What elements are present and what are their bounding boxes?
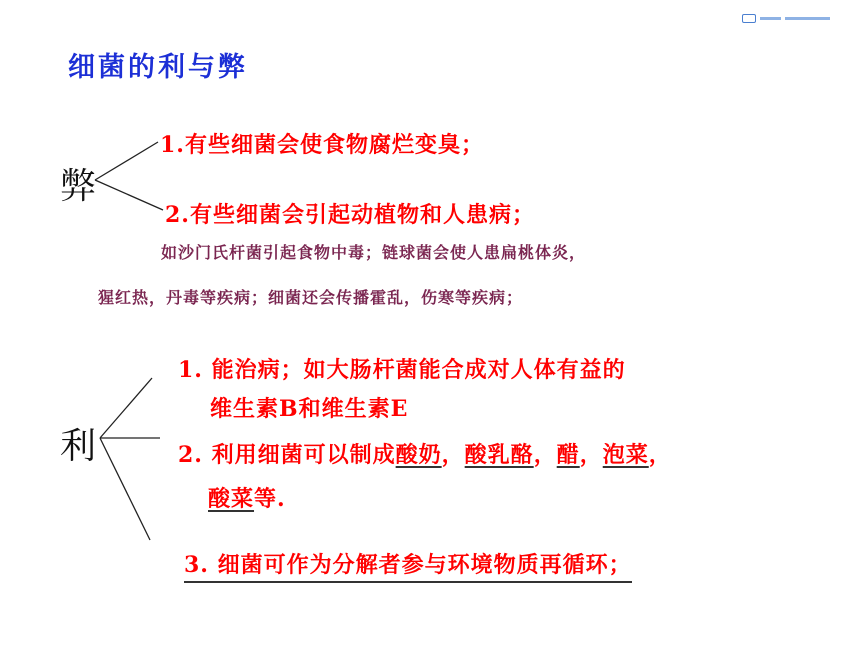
- benefit-label: 利: [60, 426, 97, 467]
- benefit-item-2-line-1: [178, 438, 672, 469]
- separator: ，: [648, 442, 672, 468]
- benefit-term-yogurt: 酸奶: [395, 442, 442, 468]
- separator: ，: [441, 442, 465, 468]
- harm-item-2-example-line-2: 猩红热，丹毒等疾病；细菌还会传播霍乱，伤寒等疾病；: [98, 288, 524, 307]
- benefit-term-sauerkraut: 酸菜: [208, 486, 255, 512]
- benefit-item-2-prefix: 2. 利用细菌可以制成: [178, 442, 396, 468]
- harm-item-2-example-line-1: 如沙门氏杆菌引起食物中毒；链球菌会使人患扁桃体炎，: [161, 243, 587, 262]
- benefit-branch-line-upper: [100, 378, 152, 438]
- benefit-term-vinegar: 醋: [556, 442, 580, 468]
- benefit-item-1-line-1: 1. 能治病；如大肠杆菌能合成对人体有益的: [178, 357, 626, 383]
- benefit-term-pickles: 泡菜: [602, 442, 649, 468]
- harm-branch-line-upper: [95, 142, 158, 180]
- harm-label: 弊: [60, 166, 97, 207]
- harm-item-1: 1.有些细菌会使食物腐烂变臭；: [160, 132, 484, 158]
- benefit-item-2-line-2: [208, 482, 286, 513]
- harm-branch-line-lower: [95, 180, 163, 210]
- benefit-item-1-line-2: 维生素B和维生素E: [210, 396, 409, 422]
- benefit-term-sour-cheese: 酸乳酪: [464, 442, 534, 468]
- benefit-branch-line-lower: [100, 438, 150, 540]
- benefit-item-2-suffix: 等.: [254, 486, 286, 512]
- benefit-item-3: 3. 细菌可作为分解者参与环境物质再循环；: [184, 548, 632, 583]
- harm-item-2: 2.有些细菌会引起动植物和人患病；: [165, 202, 535, 228]
- separator: ，: [533, 442, 557, 468]
- separator: ，: [579, 442, 603, 468]
- slide-title: 细菌的利与弊: [68, 52, 248, 83]
